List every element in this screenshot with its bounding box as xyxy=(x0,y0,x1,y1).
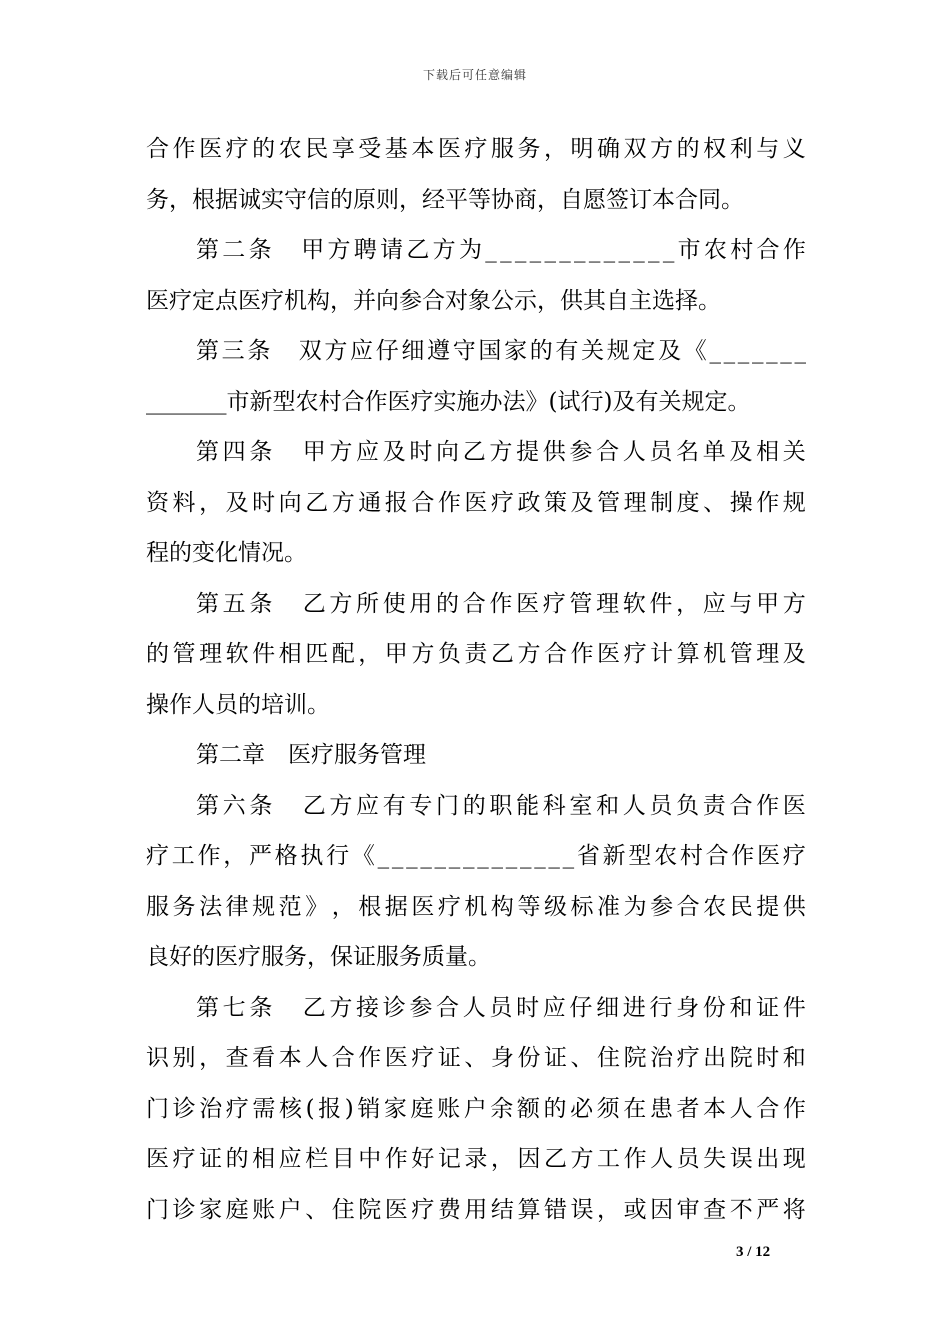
text-line: 的 管 理 软 件 相 匹 配 ， 甲 方 负 责 乙 方 合 作 医 疗 计 算 机 管 理 及 xyxy=(146,641,806,667)
text-line: 良好的医疗服务，保证服务质量。 xyxy=(146,944,491,970)
text-line: 医 疗 证 的 相 应 栏 目 中 作 好 记 录 ， 因 乙 方 工 作 人 员 失 误 出 现 xyxy=(146,1146,806,1172)
text-line: 识 别 ， 查 看 本 人 合 作 医 疗 证 、 身 份 证 、 住 院 治 疗 出 院 时 和 xyxy=(146,1045,806,1071)
text-line: 操作人员的培训。 xyxy=(146,691,330,718)
text-line: 第 二 条 甲 方 聘 请 乙 方 为 _ _ _ _ _ _ _ _ _ _ _ _ _ 市 农 村 合 作 xyxy=(196,237,806,263)
page-header: 下载后可任意编辑 xyxy=(422,68,527,82)
text-line: 资 料 ， 及 时 向 乙 方 通 报 合 作 医 疗 政 策 及 管 理 制 度 、 操 作 规 xyxy=(146,489,806,516)
text-line: 务，根据诚实守信的原则，经平等协商，自愿签订本合同。 xyxy=(146,186,744,213)
chapter-heading: 第二章 医疗服务管理 xyxy=(196,742,426,768)
text-line: 门 诊 治 疗 需 核 ( 报 ) 销 家 庭 账 户 余 额 的 必 须 在 患 者 本 人 合 作 xyxy=(146,1095,806,1122)
text-line: 第 七 条 乙 方 接 诊 参 合 人 员 时 应 仔 细 进 行 身 份 和 证 件 xyxy=(196,994,806,1021)
text-line: 第 五 条 乙 方 所 使 用 的 合 作 医 疗 管 理 软 件 ， 应 与 甲 方 xyxy=(196,590,806,617)
text-line: _______市新型农村合作医疗实施办法》(试行)及有关规定。 xyxy=(146,388,751,415)
text-line: 第 三 条 双 方 应 仔 细 遵 守 国 家 的 有 关 规 定 及 《 _ _ _ _ _ _ _ xyxy=(196,338,806,364)
text-line: 程的变化情况。 xyxy=(146,540,307,566)
text-line: 第 四 条 甲 方 应 及 时 向 乙 方 提 供 参 合 人 员 名 单 及 相 关 xyxy=(196,439,806,465)
text-line: 疗 工 作 ， 严 格 执 行 《 _ _ _ _ _ _ _ _ _ _ _ _ _ _ 省 新 型 农 村 合 作 医 疗 xyxy=(146,843,806,869)
text-line: 合 作 医 疗 的 农 民 享 受 基 本 医 疗 服 务 ， 明 确 双 方 的 权 利 与 义 xyxy=(146,136,806,162)
text-line: 第 六 条 乙 方 应 有 专 门 的 职 能 科 室 和 人 员 负 责 合 作 医 xyxy=(196,792,806,819)
text-line: 门 诊 家 庭 账 户 、 住 院 医 疗 费 用 结 算 错 误 ， 或 因 审 查 不 严 将 xyxy=(146,1196,806,1223)
document-body xyxy=(146,124,806,1235)
text-line: 服 务 法 律 规 范 》 ， 根 据 医 疗 机 构 等 级 标 准 为 参 合 农 民 提 供 xyxy=(146,893,806,920)
text-line: 医疗定点医疗机构，并向参合对象公示，供其自主选择。 xyxy=(146,287,721,314)
page-number: 3 / 12 xyxy=(736,1244,771,1260)
